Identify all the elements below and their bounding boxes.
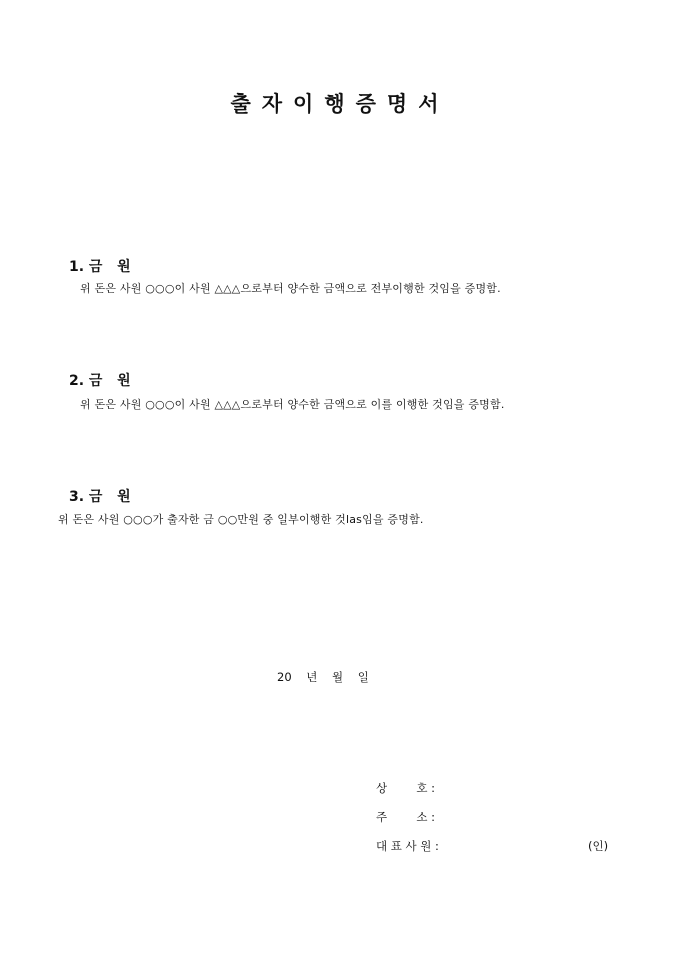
section-2-heading: 2. 금 원 [69, 373, 131, 389]
section-1-heading: 1. 금 원 [69, 259, 131, 275]
address-label: 주 소 : [376, 810, 435, 824]
section-3-text: 위 돈은 사원 ○○○가 출자한 금 ○○만원 중 일부이행한 것las임을 증명함. [58, 513, 424, 526]
section-2-text: 위 돈은 사원 ○○○이 사원 △△△으로부터 양수한 금액으로 이를 이행한 것임을 증명함. [80, 398, 505, 411]
section-1-text: 위 돈은 사원 ○○○이 사원 △△△으로부터 양수한 금액으로 전부이행한 것임을 증명함. [80, 282, 501, 295]
document-title: 출자이행증명서 [230, 91, 450, 116]
seal-mark: (인) [588, 839, 609, 853]
section-3-heading: 3. 금 원 [69, 489, 131, 505]
date-line: 20 년 월 일 [277, 670, 369, 684]
company-label: 상 호 : [376, 781, 435, 795]
representative-label: 대 표 사 원 : [376, 839, 439, 853]
